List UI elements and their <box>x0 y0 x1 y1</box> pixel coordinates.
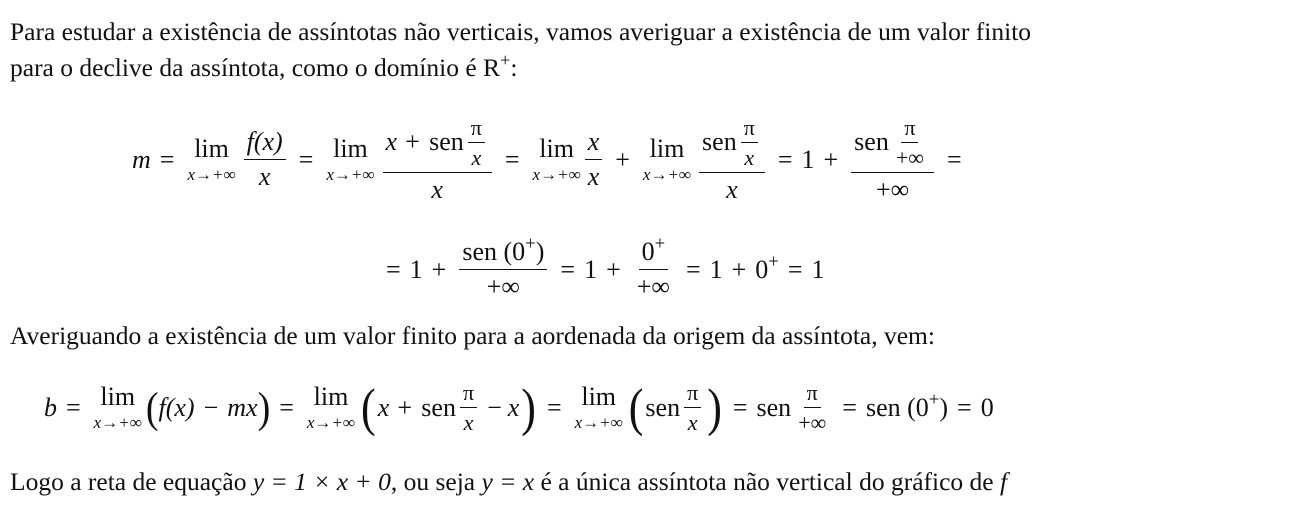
fraction: x + sen $\frac{\pi}{x}$ x <box>383 116 492 205</box>
limit: lim x→+∞ <box>532 133 581 184</box>
fraction: sen $\frac{\pi}{+\infty}$ +∞ <box>851 116 934 205</box>
limit: lim x→+∞ <box>574 381 623 432</box>
fraction: $\frac{x}{x}$ <box>585 128 603 191</box>
fraction: $\frac{\pi}{+\infty}$ <box>798 379 827 435</box>
paragraph-conclusion: Logo a reta de equação y = 1 × x + 0, ou seja y = x é a única assíntota não vertical do gráfico de f <box>10 467 1008 496</box>
fraction: $\frac{0^+}{+\infty}$ <box>636 234 670 301</box>
equation-m-line-1: m = lim x→+∞ $\frac{f(x)}{x}$ = lim x→+∞ x + sen $\frac{\pi}{x}$ x = lim x→+∞ $\frac{x}{x}$ + lim x→+∞ sen $\frac{\pi}{x}$ x = 1 + sen $\frac{\pi}{+\infty}$ +∞ = <box>132 114 962 204</box>
fraction: $\frac{sen (0^+)}{+\infty}$ <box>459 238 547 301</box>
limit: lim x→+∞ <box>93 381 142 432</box>
equation-b: b = lim x→+∞ ( f(x) − mx ) = lim x→+∞ ( x + sen $\frac{\pi}{x}$ − x ) = lim x→+∞ ( sen $\frac{\pi}{x}$ ) = sen $\frac{\pi}{+\infty}$ = sen (0+) = 0 <box>44 378 994 437</box>
paragraph-ordinate: Averiguando a existência de um valor finito para a aordenada da origem da assíntota, vem: <box>10 321 935 350</box>
intro-line-1: Para estudar a existência de assíntotas não verticais, vamos averiguar a existência de um valor finito <box>10 17 1032 46</box>
limit: lim x→+∞ <box>187 133 236 184</box>
limit: lim x→+∞ <box>642 133 692 184</box>
paragraph-intro <box>10 14 1296 86</box>
equation-m-line-2: = 1 + $\frac{sen (0^+)}{+\infty}$ = 1 + $\frac{0^+}{+\infty}$ = 1 + 0+ = 1 <box>386 234 825 301</box>
limit: lim x→+∞ <box>306 381 356 432</box>
limit: lim x→+∞ <box>326 133 375 184</box>
fraction: $\frac{\pi}{x}$ <box>460 381 477 435</box>
fraction: $\frac{\pi}{x}$ <box>684 381 701 435</box>
intro-line-2: para o declive da assíntota, como o domínio é R+: <box>10 49 518 82</box>
fraction: sen $\frac{\pi}{x}$ x <box>699 116 765 205</box>
fraction: $\frac{f(x)}{x}$ <box>244 128 286 191</box>
